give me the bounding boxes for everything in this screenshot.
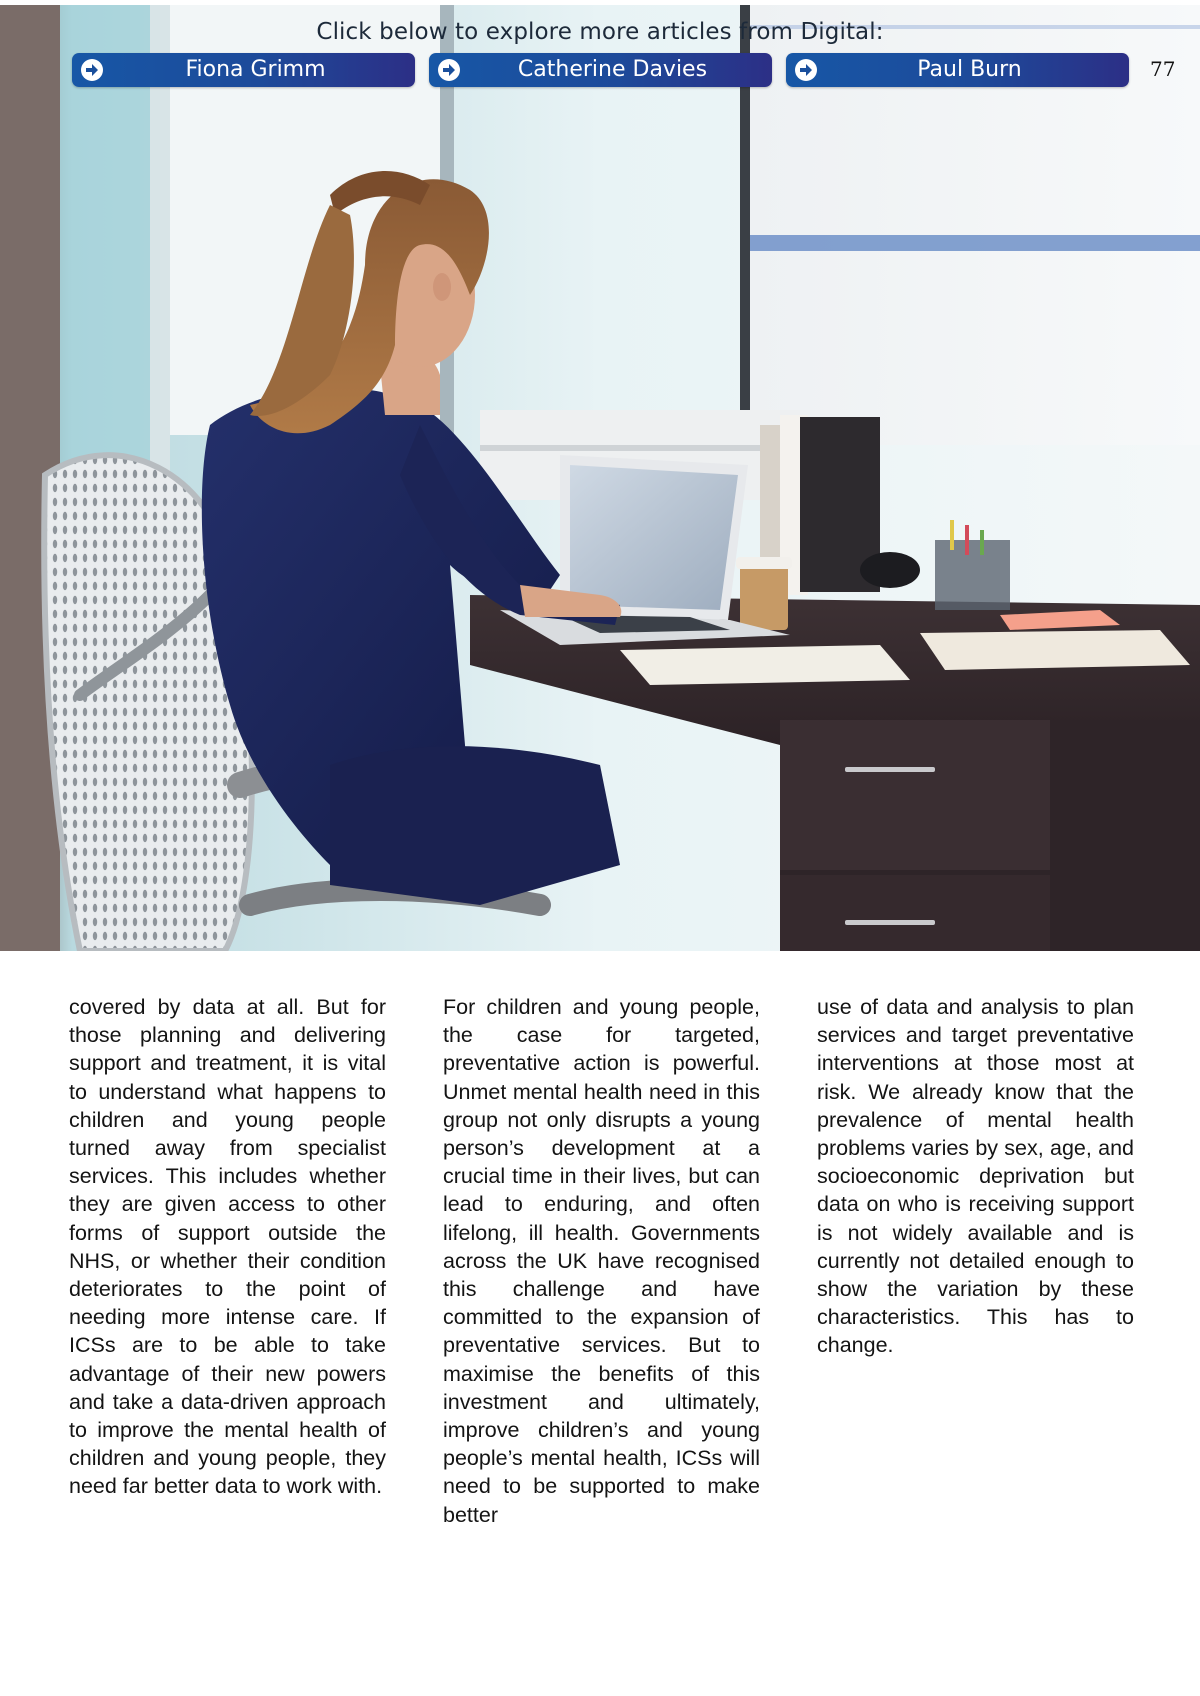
hero-illustration bbox=[0, 5, 1200, 951]
article-link-catherine-davies[interactable] bbox=[429, 53, 772, 87]
article-link-label: Paul Burn bbox=[917, 57, 1022, 82]
article-link-label: Fiona Grimm bbox=[185, 57, 326, 82]
arrow-right-circle-icon bbox=[80, 58, 104, 82]
article-link-label: Catherine Davies bbox=[517, 57, 708, 82]
text-column-2: For children and young people, the case for targeted, preventative action is powerful. Unmet mental health need in this group not only disrupts a young person’s development at a crucial time in their lives, but can lead to enduring, and often lifelong, ill health. Governments across the UK have recognised this challenge and have committed to the expansion of preventative services. But to maximise the benefits of this investment and ultimately, improve children’s and young people’s mental health, ICSs will need to be supported to make better bbox=[443, 995, 760, 1527]
text-column-3: use of data and analysis to plan services and target preventative interventions at those most at risk. We already know that the prevalence of mental health problems varies by sex, age, and socioeconomic deprivation but data on who is receiving support is not widely available and is currently not detailed enough to show the variation by these characteristics. This has to change. bbox=[817, 995, 1134, 1358]
page-number: 77 bbox=[1150, 57, 1176, 81]
arrow-right-circle-icon bbox=[437, 58, 461, 82]
articles-prompt: Click below to explore more articles from Digital: bbox=[316, 19, 884, 45]
arrow-right-circle-icon bbox=[794, 58, 818, 82]
text-column-1: covered by data at all. But for those planning and delivering support and treatment, it is vital to understand what happens to children and young people turned away from specialist services. This includes whether they are given access to other forms of support outside the NHS, or whether their condition deteriorates to the point of needing more intense care. If ICSs are to be able to take advantage of their new powers and take a data-driven approach to improve the mental health of children and young people, they need far better data to work with. bbox=[69, 995, 386, 1499]
hero-photo bbox=[0, 5, 1200, 951]
article-link-fiona-grimm[interactable] bbox=[72, 53, 415, 87]
article-link-paul-burn[interactable] bbox=[786, 53, 1129, 87]
